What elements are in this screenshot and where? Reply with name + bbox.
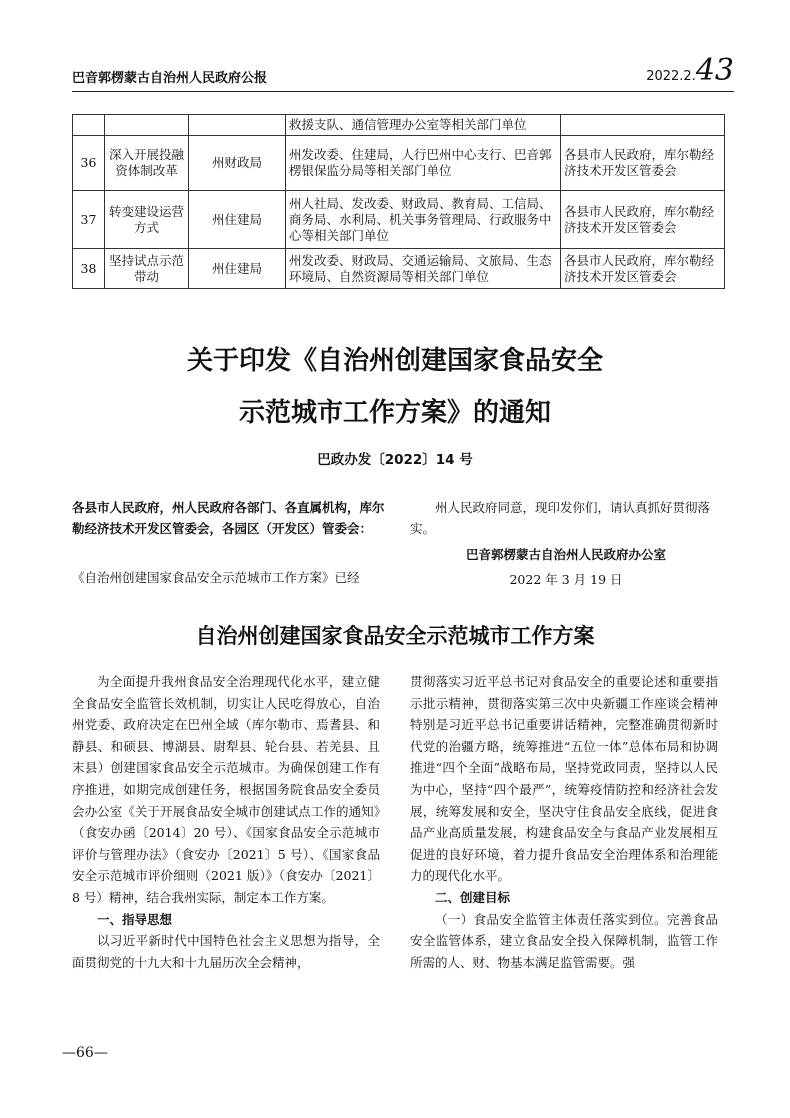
page-number: —66—: [62, 1045, 108, 1061]
notice-title-line-2: 示范城市工作方案》的通知: [238, 398, 551, 428]
publication-name: 巴音郭楞蒙古自治州人民政府公报: [72, 71, 268, 86]
responsible-units: 各县市人民政府，库尔勒经济技术开发区管委会: [561, 136, 725, 191]
partner-units: 州发改委、财政局、交通运输局、文旅局、生态环境局、自然资源局等相关部门单位: [286, 249, 561, 289]
table-row: [73, 115, 725, 136]
lead-unit: 州住建局: [189, 249, 286, 289]
notice-title-line-1: 关于印发《自治州创建国家食品安全: [186, 346, 603, 376]
table-row: [73, 136, 725, 191]
task-name: 转变建设运营方式: [105, 191, 189, 249]
responsible-units: 各县市人民政府，库尔勒经济技术开发区管委会: [561, 191, 725, 249]
issue-date-line: 2022 年 3 月 19 日: [509, 572, 623, 587]
paragraph: （一）食品安全监管主体责任落实到位。完善食品安全监管体系，建立食品安全投入保障机制，监管工作所需的人、财、物基本满足监管需要。强: [410, 911, 718, 970]
issue-date: 2022.2.: [646, 69, 696, 84]
header-rule: [72, 91, 734, 92]
partner-units: 州发改委、住建局，人行巴州中心支行、巴音郭楞银保监分局等相关部门单位: [286, 136, 561, 191]
notice-intro: 《自治州创建国家食品安全示范城市工作方案》已经: [72, 570, 360, 585]
plan-title: 自治州创建国家食品安全示范城市工作方案: [195, 623, 595, 648]
left-column: [72, 671, 380, 973]
lead-unit: [189, 115, 286, 136]
paragraph: 贯彻落实习近平总书记对食品安全的重要论述和重要指示批示精神，贯彻落实第三次中央新疆工作座谈会精神特别是习近平总书记重要讲话精神，完整准确贯彻新时代党的治疆方略，统筹推进“五位一体”总体布局和协调推进“四个全面”战略布局，坚持党政同责，坚持以人民为中心，坚持“四个最严”，统筹疫情防控和经济社会发展，统筹发展和安全，坚决守住食品安全底线，促进食品产业高质量发展，构建食品安全与食品产业发展相互促进的良好环境，着力提升食品安全治理体系和治理能力的现代化水平。: [410, 674, 718, 884]
lead-unit: 州财政局: [189, 136, 286, 191]
task-table: [72, 114, 725, 289]
responsible-units: [561, 115, 725, 136]
task-name: 坚持试点示范带动: [105, 249, 189, 289]
row-number: [73, 115, 105, 136]
right-column: [410, 671, 718, 973]
partner-units: 州人社局、发改委、财政局、教育局、工信局、商务局、水利局、机关事务管理局、行政服务中心等相关部门单位: [286, 191, 561, 249]
row-number: 36: [73, 136, 105, 191]
row-number: 38: [73, 249, 105, 289]
row-number: 37: [73, 191, 105, 249]
table-row: [73, 191, 725, 249]
page-header: [72, 53, 734, 90]
section-heading: 一、指导思想: [97, 911, 173, 927]
table-row: [73, 249, 725, 289]
document-number: 巴政办发〔2022〕14 号: [317, 452, 473, 468]
lead-unit: 州住建局: [189, 191, 286, 249]
issue-page-number: 43: [695, 53, 734, 88]
partner-units: 救援支队、通信管理办公室等相关部门单位: [286, 115, 561, 136]
section-heading: 二、创建目标: [435, 889, 511, 905]
addressees: 各县市人民政府，州人民政府各部门、各直属机构，库尔勒经济技术开发区管委会，各园区（开发区）管委会：: [72, 500, 385, 536]
issuer-signature: 巴音郭楞蒙古自治州人民政府办公室: [465, 547, 666, 562]
task-name: [105, 115, 189, 136]
issue-label: [646, 53, 734, 88]
paragraph: 以习近平新时代中国特色社会主义思想为指导，全面贯彻党的十九大和十九届历次全会精神，: [72, 933, 380, 970]
responsible-units: 各县市人民政府，库尔勒经济技术开发区管委会: [561, 249, 725, 289]
task-name: 深入开展投融资体制改革: [105, 136, 189, 191]
paragraph: 为全面提升我州食品安全治理现代化水平，建立健全食品安全监管长效机制，切实让人民吃得放心，自治州党委、政府决定在巴州全域（库尔勒市、焉耆县、和静县、和硕县、博湖县、尉犁县、轮台县、若羌县、且末县）创建国家食品安全示范城市。为确保创建工作有序推进，如期完成创建任务，根据国务院食品安全委员会办公室《关于开展食品安全城市创建试点工作的通知》（食安办函〔2014〕20 号）、《国家食品安全示范城市评价与管理办法》（食安办〔2021〕5 号）、《国家食品安全示范城市评价细则（2021 版）》（食安办〔2021〕8 号）精神，结合我州实际，制定本工作方案。: [72, 674, 380, 905]
notice-intro-continued: 州人民政府同意，现印发你们，请认真抓好贯彻落实。: [410, 500, 711, 536]
